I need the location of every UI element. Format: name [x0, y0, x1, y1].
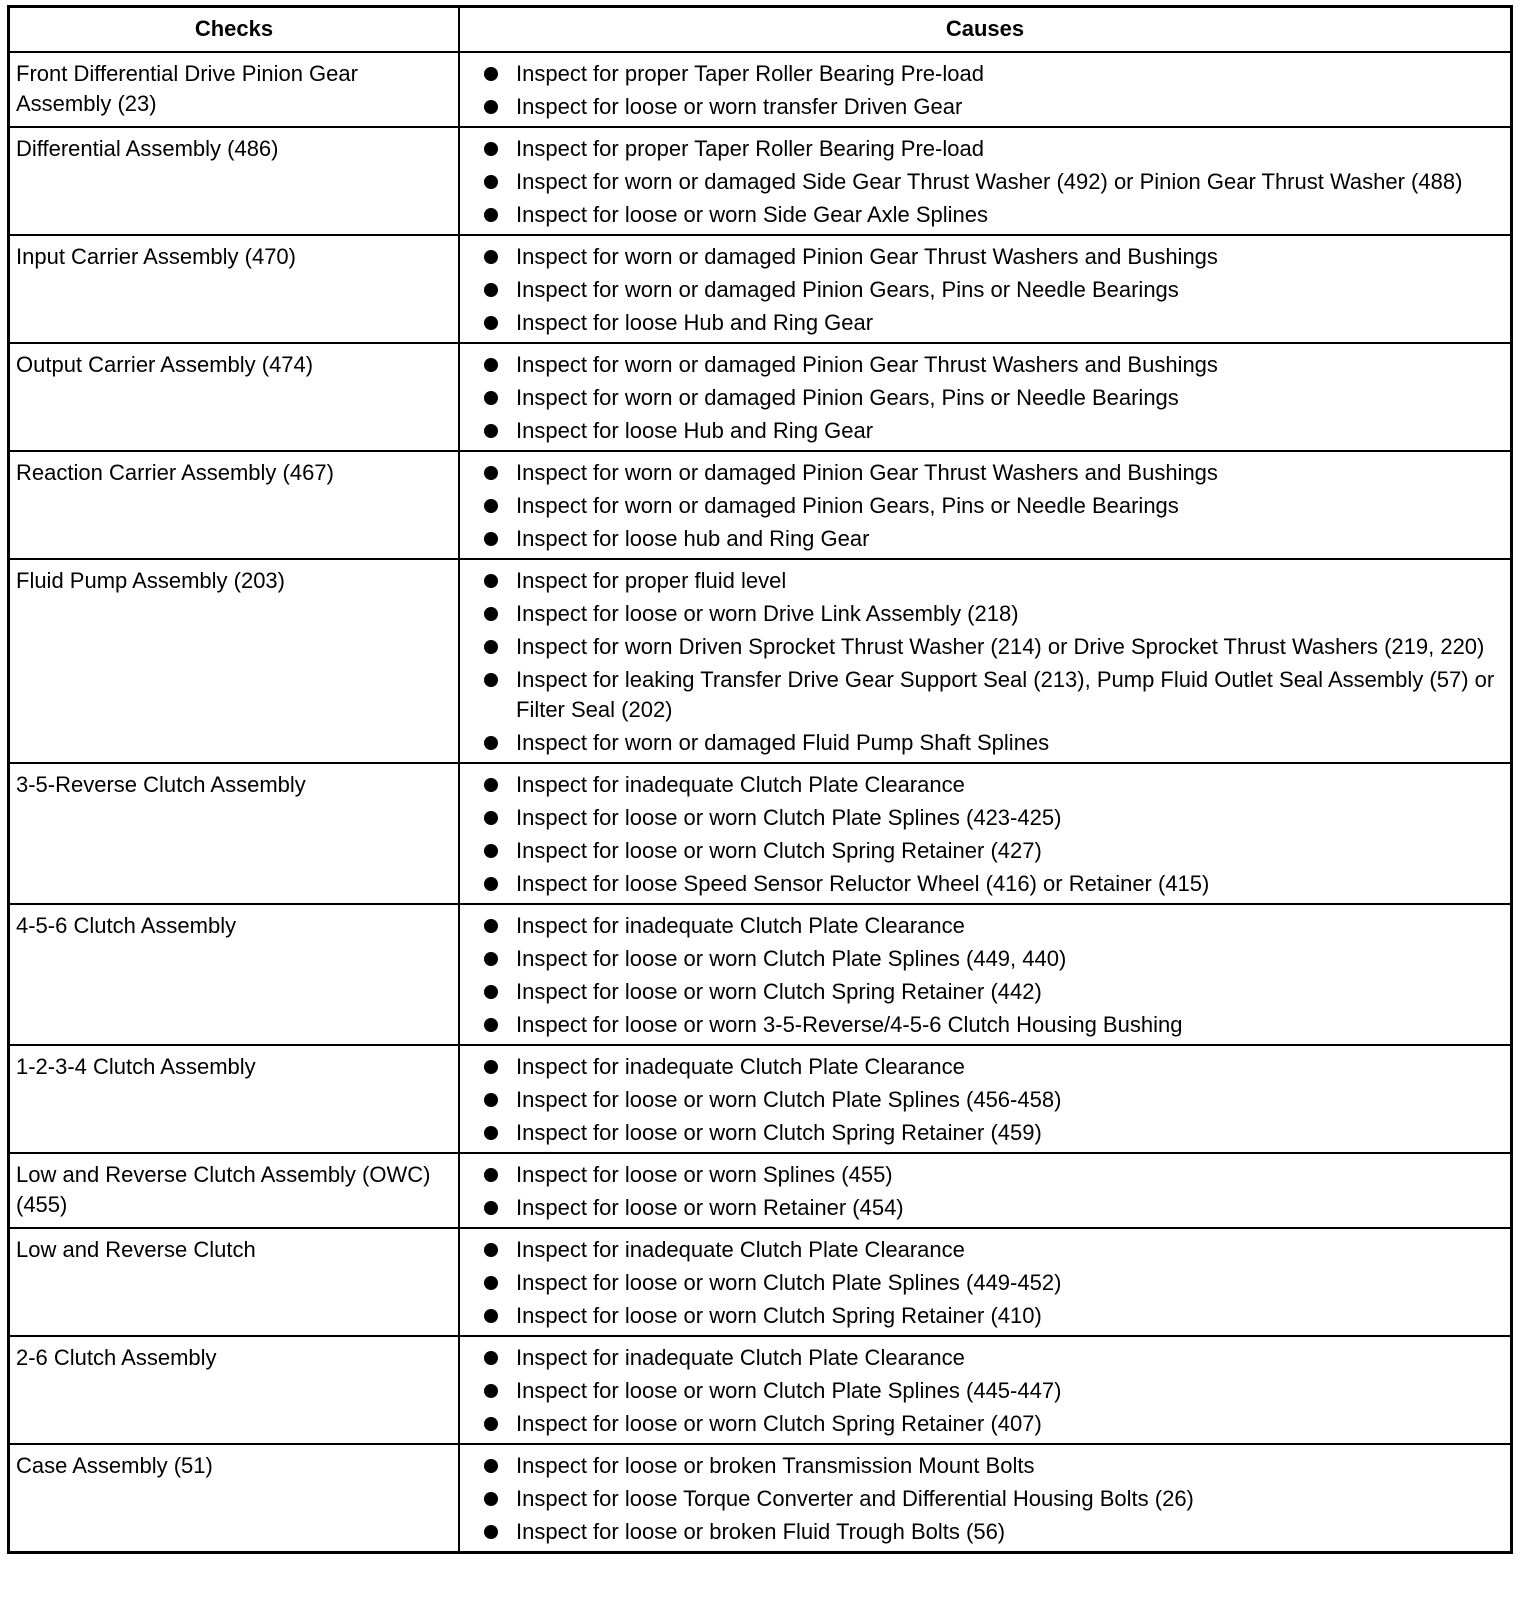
table-row	[10, 126, 1510, 234]
cause-item	[484, 350, 1500, 380]
bullet-icon	[484, 1417, 498, 1431]
cause-item	[484, 308, 1500, 338]
cause-item	[484, 944, 1500, 974]
table-row	[10, 762, 1510, 903]
cause-item	[484, 1376, 1500, 1406]
bullet-icon	[484, 466, 498, 480]
bullet-icon	[484, 1309, 498, 1323]
table-row	[10, 558, 1510, 762]
causes-list	[484, 242, 1500, 338]
bullet-icon	[484, 100, 498, 114]
bullet-icon	[484, 811, 498, 825]
cause-item	[484, 977, 1500, 1007]
cause-text: Inspect for worn or damaged Side Gear Thrust Washer (492) or Pinion Gear Thrust Washer (488)	[516, 169, 1463, 194]
bullet-icon	[484, 391, 498, 405]
cause-text: Inspect for worn or damaged Fluid Pump Shaft Splines	[516, 730, 1050, 755]
bullet-icon	[484, 1492, 498, 1506]
causes-cell	[460, 128, 1510, 234]
cause-text: Inspect for loose or worn Clutch Plate Splines (456-458)	[516, 1087, 1062, 1112]
bullet-icon	[484, 358, 498, 372]
header-checks: Checks	[10, 8, 460, 51]
bullet-icon	[484, 283, 498, 297]
cause-text: Inspect for loose or worn Clutch Spring Retainer (427)	[516, 838, 1042, 863]
cause-item	[484, 665, 1500, 725]
cause-text: Inspect for loose or worn 3-5-Reverse/4-5-6 Clutch Housing Bushing	[516, 1012, 1183, 1037]
cause-text: Inspect for inadequate Clutch Plate Clearance	[516, 1054, 965, 1079]
cause-text: Inspect for loose or worn Clutch Spring Retainer (442)	[516, 979, 1042, 1004]
bullet-icon	[484, 1201, 498, 1215]
cause-item	[484, 1301, 1500, 1331]
cause-text: Inspect for proper Taper Roller Bearing Pre-load	[516, 136, 984, 161]
bullet-icon	[484, 532, 498, 546]
cause-text: Inspect for loose or worn Side Gear Axle Splines	[516, 202, 989, 227]
bullet-icon	[484, 877, 498, 891]
causes-cell	[460, 1445, 1510, 1551]
bullet-icon	[484, 640, 498, 654]
causes-list	[484, 1451, 1500, 1547]
cause-item	[484, 1052, 1500, 1082]
check-cell: 2-6 Clutch Assembly	[10, 1337, 460, 1443]
cause-text: Inspect for loose or worn Clutch Plate Splines (449-452)	[516, 1270, 1062, 1295]
causes-cell	[460, 53, 1510, 126]
check-cell: Case Assembly (51)	[10, 1445, 460, 1551]
cause-text: Inspect for worn or damaged Pinion Gear Thrust Washers and Bushings	[516, 460, 1218, 485]
cause-text: Inspect for leaking Transfer Drive Gear Support Seal (213), Pump Fluid Outlet Seal Assembly (57) or Filter Seal (202)	[516, 667, 1495, 722]
causes-cell	[460, 452, 1510, 558]
bullet-icon	[484, 1018, 498, 1032]
cause-item	[484, 134, 1500, 164]
cause-item	[484, 1118, 1500, 1148]
causes-list	[484, 1343, 1500, 1439]
causes-cell	[460, 344, 1510, 450]
cause-text: Inspect for loose or broken Transmission Mount Bolts	[516, 1453, 1035, 1478]
cause-text: Inspect for worn or damaged Pinion Gears, Pins or Needle Bearings	[516, 385, 1179, 410]
cause-text: Inspect for loose Hub and Ring Gear	[516, 418, 874, 443]
cause-text: Inspect for proper Taper Roller Bearing Pre-load	[516, 61, 984, 86]
table-row	[10, 342, 1510, 450]
bullet-icon	[484, 208, 498, 222]
check-cell: Differential Assembly (486)	[10, 128, 460, 234]
cause-item	[484, 1235, 1500, 1265]
cause-text: Inspect for loose Torque Converter and Differential Housing Bolts (26)	[516, 1486, 1194, 1511]
cause-text: Inspect for loose or worn Drive Link Assembly (218)	[516, 601, 1019, 626]
bullet-icon	[484, 1351, 498, 1365]
header-causes: Causes	[945, 16, 1025, 41]
check-cell: Fluid Pump Assembly (203)	[10, 560, 460, 762]
cause-item	[484, 1409, 1500, 1439]
cause-text: Inspect for loose or worn Retainer (454)	[516, 1195, 904, 1220]
causes-cell	[460, 1337, 1510, 1443]
bullet-icon	[484, 1243, 498, 1257]
cause-text: Inspect for loose or worn Splines (455)	[516, 1162, 893, 1187]
cause-text: Inspect for loose or worn Clutch Plate Splines (445-447)	[516, 1378, 1062, 1403]
cause-text: Inspect for worn Driven Sprocket Thrust Washer (214) or Drive Sprocket Thrust Washers (219, 220)	[516, 634, 1485, 659]
table-row	[10, 1044, 1510, 1152]
bullet-icon	[484, 1060, 498, 1074]
bullet-icon	[484, 1276, 498, 1290]
cause-text: Inspect for loose or worn Clutch Spring Retainer (459)	[516, 1120, 1042, 1145]
cause-item	[484, 524, 1500, 554]
bullet-icon	[484, 778, 498, 792]
table-row	[10, 1335, 1510, 1443]
bullet-icon	[484, 424, 498, 438]
cause-text: Inspect for inadequate Clutch Plate Clearance	[516, 913, 965, 938]
cause-text: Inspect for worn or damaged Pinion Gears, Pins or Needle Bearings	[516, 493, 1179, 518]
cause-item	[484, 1268, 1500, 1298]
causes-list	[484, 1235, 1500, 1331]
cause-item	[484, 836, 1500, 866]
cause-item	[484, 416, 1500, 446]
cause-item	[484, 491, 1500, 521]
table-body	[10, 51, 1510, 1551]
cause-item	[484, 803, 1500, 833]
cause-item	[484, 242, 1500, 272]
bullet-icon	[484, 919, 498, 933]
cause-item	[484, 1193, 1500, 1223]
check-cell: Low and Reverse Clutch	[10, 1229, 460, 1335]
cause-text: Inspect for loose hub and Ring Gear	[516, 526, 870, 551]
cause-item	[484, 92, 1500, 122]
bullet-icon	[484, 1093, 498, 1107]
cause-item	[484, 1343, 1500, 1373]
bullet-icon	[484, 316, 498, 330]
cause-item	[484, 458, 1500, 488]
causes-list	[484, 458, 1500, 554]
cause-text: Inspect for proper fluid level	[516, 568, 787, 593]
cause-text: Inspect for loose or worn Clutch Plate Splines (423-425)	[516, 805, 1062, 830]
check-cell: Output Carrier Assembly (474)	[10, 344, 460, 450]
table-row	[10, 450, 1510, 558]
bullet-icon	[484, 175, 498, 189]
cause-item	[484, 383, 1500, 413]
table-row	[10, 1443, 1510, 1551]
cause-item	[484, 200, 1500, 230]
cause-item	[484, 1451, 1500, 1481]
causes-cell	[460, 1229, 1510, 1335]
cause-item	[484, 869, 1500, 899]
check-cell: 1-2-3-4 Clutch Assembly	[10, 1046, 460, 1152]
cause-text: Inspect for loose or broken Fluid Trough Bolts (56)	[516, 1519, 1006, 1544]
cause-text: Inspect for loose or worn Clutch Spring Retainer (410)	[516, 1303, 1042, 1328]
bullet-icon	[484, 1459, 498, 1473]
causes-list	[484, 566, 1500, 758]
cause-item	[484, 728, 1500, 758]
bullet-icon	[484, 1168, 498, 1182]
bullet-icon	[484, 574, 498, 588]
causes-cell	[460, 764, 1510, 903]
causes-cell	[460, 1046, 1510, 1152]
bullet-icon	[484, 844, 498, 858]
cause-item	[484, 1484, 1500, 1514]
check-cell: 3-5-Reverse Clutch Assembly	[10, 764, 460, 903]
causes-cell	[460, 905, 1510, 1044]
cause-text: Inspect for worn or damaged Pinion Gear Thrust Washers and Bushings	[516, 352, 1218, 377]
table-row	[10, 903, 1510, 1044]
cause-item	[484, 275, 1500, 305]
bullet-icon	[484, 952, 498, 966]
cause-text: Inspect for loose Speed Sensor Reluctor Wheel (416) or Retainer (415)	[516, 871, 1210, 896]
cause-item	[484, 770, 1500, 800]
bullet-icon	[484, 673, 498, 687]
causes-list	[484, 1160, 1500, 1223]
cause-item	[484, 632, 1500, 662]
causes-cell	[460, 236, 1510, 342]
table-row	[10, 234, 1510, 342]
bullet-icon	[484, 736, 498, 750]
cause-text: Inspect for loose or worn Clutch Spring Retainer (407)	[516, 1411, 1042, 1436]
cause-text: Inspect for loose or worn Clutch Plate Splines (449, 440)	[516, 946, 1067, 971]
causes-list	[484, 350, 1500, 446]
table-row	[10, 1152, 1510, 1227]
cause-item	[484, 911, 1500, 941]
cause-item	[484, 167, 1500, 197]
causes-list	[484, 911, 1500, 1040]
check-cell: Low and Reverse Clutch Assembly (OWC) (455)	[10, 1154, 460, 1227]
check-cell: Front Differential Drive Pinion Gear Assembly (23)	[10, 53, 460, 126]
cause-text: Inspect for loose Hub and Ring Gear	[516, 310, 874, 335]
cause-text: Inspect for inadequate Clutch Plate Clearance	[516, 1237, 965, 1262]
bullet-icon	[484, 67, 498, 81]
causes-list	[484, 134, 1500, 230]
bullet-icon	[484, 607, 498, 621]
causes-list	[484, 770, 1500, 899]
bullet-icon	[484, 1384, 498, 1398]
cause-item	[484, 1010, 1500, 1040]
cause-item	[484, 59, 1500, 89]
causes-list	[484, 59, 1500, 122]
cause-item	[484, 1517, 1500, 1547]
diagnostic-table	[7, 5, 1513, 1554]
table-header	[10, 8, 1510, 51]
cause-item	[484, 1160, 1500, 1190]
bullet-icon	[484, 1126, 498, 1140]
cause-item	[484, 599, 1500, 629]
bullet-icon	[484, 499, 498, 513]
bullet-icon	[484, 985, 498, 999]
causes-cell	[460, 1154, 1510, 1227]
bullet-icon	[484, 1525, 498, 1539]
cause-text: Inspect for loose or worn transfer Driven Gear	[516, 94, 963, 119]
cause-text: Inspect for inadequate Clutch Plate Clearance	[516, 772, 965, 797]
check-cell: Reaction Carrier Assembly (467)	[10, 452, 460, 558]
cause-item	[484, 1085, 1500, 1115]
cause-text: Inspect for worn or damaged Pinion Gears, Pins or Needle Bearings	[516, 277, 1179, 302]
cause-text: Inspect for worn or damaged Pinion Gear Thrust Washers and Bushings	[516, 244, 1218, 269]
check-cell: 4-5-6 Clutch Assembly	[10, 905, 460, 1044]
causes-cell	[460, 560, 1510, 762]
causes-list	[484, 1052, 1500, 1148]
table-row	[10, 1227, 1510, 1335]
bullet-icon	[484, 250, 498, 264]
table-row	[10, 51, 1510, 126]
check-cell: Input Carrier Assembly (470)	[10, 236, 460, 342]
bullet-icon	[484, 142, 498, 156]
cause-text: Inspect for inadequate Clutch Plate Clearance	[516, 1345, 965, 1370]
cause-item	[484, 566, 1500, 596]
